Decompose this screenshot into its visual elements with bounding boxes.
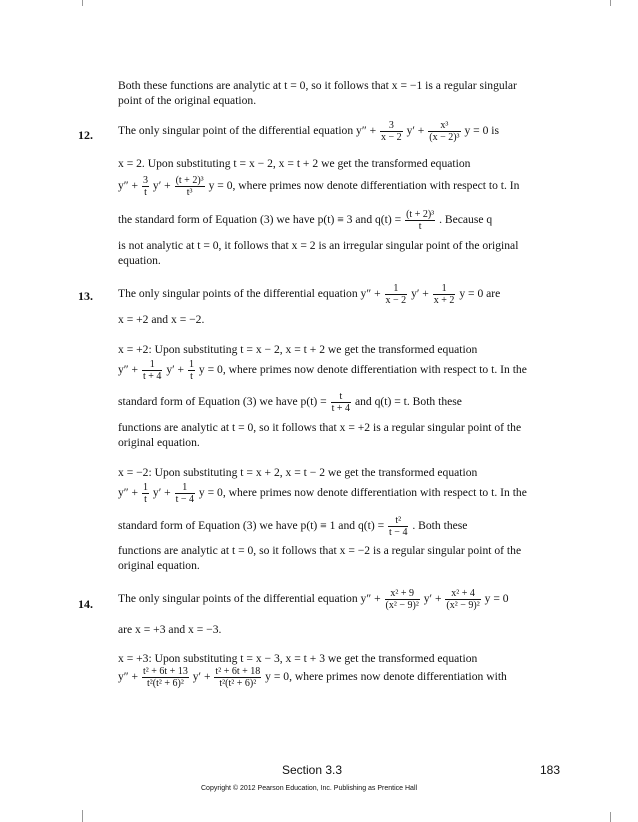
fraction: $\frac{1}{t}$ — [189, 359, 194, 382]
continuation-line-2: point of the original equation. — [118, 94, 257, 107]
fraction: $\frac{1}{t - 4}$ — [175, 482, 194, 505]
fraction: $\frac{1}{t}$ — [142, 482, 148, 505]
fraction: $\frac{3}{t}$ — [142, 175, 148, 198]
problem-13-case-minus2-conclusion-1: functions are analytic at t = 0, so it follows that x = −2 is a regular singular point of the — [118, 544, 522, 557]
fraction: $\frac{\text{x² + 9}}{\text{(x² − 9)²}}$ — [385, 588, 419, 611]
fraction: $\frac{\text{(t + 2)³}}{\text{t³}}$ — [175, 175, 204, 198]
problem-13-case-minus2-equation: y″ + $\frac{1}{t}$ y′ + $\frac{1}{t - 4}$ y = 0, where primes now denote differentiation with respect to t. In the — [118, 482, 527, 505]
problem-13-case-plus2-equation: y″ + $\frac{1}{t + 4}$ y′ + $\frac{1}{t}$ y = 0, where primes now denote differentiation with respect to t. In the — [118, 359, 527, 382]
problem-13-case-minus2-standard-form: standard form of Equation (3) we have p(t) ≡ 1 and q(t) = $\frac{\text{t²}}{t - 4}$ . Both these — [118, 515, 468, 538]
problem-12-line-6: equation. — [118, 254, 161, 267]
section-label: Section 3.3 — [282, 763, 343, 777]
fraction: $\frac{\text{(t + 2)³}}{t}$ — [406, 209, 435, 232]
problem-14-line-2: are x = +3 and x = −3. — [118, 623, 222, 636]
problem-13-line-2: x = +2 and x = −2. — [118, 313, 205, 326]
fraction: $\frac{1}{x - 2}$ — [385, 283, 407, 306]
continuation-line-1: Both these functions are analytic at t = 0, so it follows that x = −1 is a regular singular — [118, 79, 517, 92]
fraction: $\frac{\text{t²}}{t - 4}$ — [389, 515, 408, 538]
fraction: $\frac{\text{x³}}{\text{(x − 2)³}}$ — [429, 120, 460, 143]
problem-14-case-plus3-equation: y″ + $\frac{\text{t² + 6t + 13}}{\text{t²(t² + 6)²}}$ y′ + $\frac{\text{t² + 6t + 18}}{\text{t²(t² + 6)²}}$ y = 0, where primes now denote differentiation with — [118, 666, 507, 689]
problem-13-case-plus2-standard-form: standard form of Equation (3) we have p(t) = $\frac{t}{t + 4}$ and q(t) = t. Both these — [118, 391, 462, 414]
problem-12-line-2: x = 2. Upon substituting t = x − 2, x = t + 2 we get the transformed equation — [118, 157, 471, 170]
fraction: $\frac{\text{t² + 6t + 13}}{\text{t²(t² + 6)²}}$ — [142, 666, 188, 689]
problem-13-number: 13. — [78, 289, 93, 303]
problem-13-case-plus2-conclusion-1: functions are analytic at t = 0, so it follows that x = +2 is a regular singular point of the — [118, 421, 522, 434]
problem-12-line-1: The only singular point of the differential equation y″ + $\frac{3}{x - 2}$ y′ + $\frac{\text{x³}}{\text{(x − 2)³}}$ y = 0 is — [118, 120, 500, 143]
fraction: $\frac{t}{t + 4}$ — [331, 391, 351, 414]
fraction: $\frac{\text{x² + 4}}{\text{(x² − 9)²}}$ — [446, 588, 480, 611]
problem-12-line-3: y″ + $\frac{3}{t}$ y′ + $\frac{\text{(t + 2)³}}{\text{t³}}$ y = 0, where primes now denote differentiation with respect to t. In — [118, 175, 520, 198]
fraction: $\frac{1}{t + 4}$ — [142, 359, 162, 382]
problem-14-number: 14. — [78, 597, 93, 611]
problem-13-line-1: The only singular points of the differential equation y″ + $\frac{1}{x - 2}$ y′ + $\frac{1}{x + 2}$ y = 0 are — [118, 283, 501, 306]
problem-13-case-plus2-conclusion-2: original equation. — [118, 436, 200, 449]
problem-14-case-plus3: x = +3: Upon substituting t = x − 3, x = t + 3 we get the transformed equation — [118, 652, 478, 665]
page-number: 183 — [540, 763, 561, 777]
problem-13-case-minus2-conclusion-2: original equation. — [118, 559, 200, 572]
fraction: $\frac{1}{x + 2}$ — [433, 283, 455, 306]
problem-12-line-4: the standard form of Equation (3) we have p(t) ≡ 3 and q(t) = $\frac{\text{(t + 2)³}}{t}$ . Because q — [118, 209, 493, 232]
problem-12-line-5: is not analytic at t = 0, it follows that x = 2 is an irregular singular point of the original — [118, 239, 519, 252]
copyright-notice: Copyright © 2012 Pearson Education, Inc. Publishing as Prentice Hall — [201, 785, 418, 792]
problem-13-case-plus2: x = +2: Upon substituting t = x − 2, x = t + 2 we get the transformed equation — [118, 343, 478, 356]
problem-12-number: 12. — [78, 128, 93, 142]
fraction: $\frac{3}{x - 2}$ — [381, 120, 402, 143]
problem-14-line-1: The only singular points of the differential equation y″ + $\frac{\text{x² + 9}}{\text{(x² − 9)²}}$ y′ + $\frac{\text{x² + 4}}{\text{(x² − 9)²}}$ y = 0 — [118, 588, 509, 611]
fraction: $\frac{\text{t² + 6t + 18}}{\text{t²(t² + 6)²}}$ — [215, 666, 261, 689]
problem-13-case-minus2: x = −2: Upon substituting t = x + 2, x = t − 2 we get the transformed equation — [118, 466, 478, 479]
